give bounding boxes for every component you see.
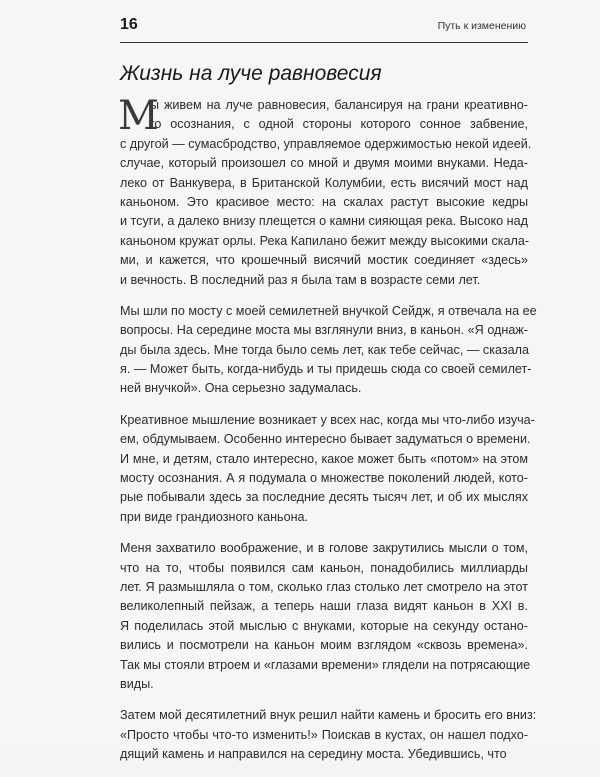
text-line: вились и посмотрели на каньон моим взглядом «сквозь времена». xyxy=(120,638,528,653)
text-line: ем, обдумываем. Особенно интересно бывает задуматься о времени. xyxy=(120,432,531,447)
text-line: Я поделилась этой мыслью с внуками, которые на секунду остано- xyxy=(120,618,528,633)
text-line: мосту осознания. А я подумала о множестве поколений людей, кото- xyxy=(120,471,528,486)
text-line: ы живем на луче равновесия, балансируя на грани креативно- xyxy=(150,98,528,112)
drop-cap: М xyxy=(118,93,159,139)
text-line: Так мы стояли втроем и «глазами времени» глядели на потрясающие xyxy=(120,657,531,672)
text-line: «Просто чтобы что-то изменить!» Поискав в кустах, он нашел подхо- xyxy=(120,727,528,742)
text-line: случае, который произошел со мной и двумя моими внуками. Неда- xyxy=(120,156,528,171)
paragraph xyxy=(120,539,531,694)
text-line: Меня захватило воображение, и в голове закрутились мысли о том, xyxy=(120,541,528,556)
text-line: виды. xyxy=(120,676,154,691)
paragraph xyxy=(120,411,535,527)
text-line: каньоном кружат орлы. Река Капилано бежит между высокими скала- xyxy=(120,233,530,248)
text-line: и тсуги, а далеко внизу плещется о камни сияющая река. Высоко над xyxy=(120,214,528,229)
text-line: ми, и кажется, что крошечный висячий мостик соединяет «здесь» xyxy=(120,253,528,268)
running-title: Путь к изменению xyxy=(437,20,526,32)
running-header xyxy=(120,16,528,43)
text-line: великолепный пейзаж, а теперь наши глаза видят каньон в XXI в. xyxy=(120,599,528,614)
text-line: ды была здесь. Мне тогда было семь лет, как тебе сейчас, — сказала xyxy=(120,342,529,357)
paragraph xyxy=(120,706,537,764)
body-text xyxy=(118,93,537,777)
text-line: Затем мой десятилетний внук решил найти камень и бросить его вниз: xyxy=(120,708,537,723)
page-number: 16 xyxy=(120,16,138,33)
chapter-title: Жизнь на луче равновесия xyxy=(120,62,382,85)
text-line: я. — Может быть, когда-нибудь и ты придешь сюда со своей семилет- xyxy=(120,362,532,377)
text-line: каньоном. Это красивое место: на скалах растут высокие кедры xyxy=(120,194,528,209)
text-line: го осознания, с одной стороны которого сонное забвение, xyxy=(150,117,528,132)
text-line: дящий камень и направился на середину моста. Убедившись, что xyxy=(120,747,507,762)
text-line: с другой — сумасбродство, управляемое одержимостью некой идеей. xyxy=(120,136,532,151)
text-line: рые побывали здесь за последние десять тысяч лет, и об их мыслях xyxy=(120,490,528,505)
text-line: ней внучкой». Она серьезно задумалась. xyxy=(120,381,362,396)
text-line: лет. Я размышляла о том, сколько глаз столько лет смотрело на этот xyxy=(120,579,528,594)
text-line: леко от Ванкувера, в Британской Колумбии, есть висячий мост над xyxy=(120,175,528,190)
text-line: при виде грандиозного каньона. xyxy=(120,509,309,524)
text-line: что на то, чтобы появился сам каньон, понадобились миллиарды xyxy=(120,560,528,575)
paragraph xyxy=(120,302,537,399)
text-line: Мы шли по мосту с моей семилетней внучкой Сейдж, я отвечала на ее xyxy=(120,303,537,318)
text-line: вопросы. На середине моста мы взглянули вниз, в каньон. «Я однаж- xyxy=(120,323,528,338)
text-line: Креативное мышление возникает у всех нас, когда мы что-либо изуча- xyxy=(120,412,535,427)
paragraph xyxy=(118,93,532,290)
text-line: И мне, и детям, стало интересно, какое может быть «потом» на этом xyxy=(120,451,528,466)
text-line: и вечность. В последний раз я была там в возрасте семи лет. xyxy=(120,272,481,287)
